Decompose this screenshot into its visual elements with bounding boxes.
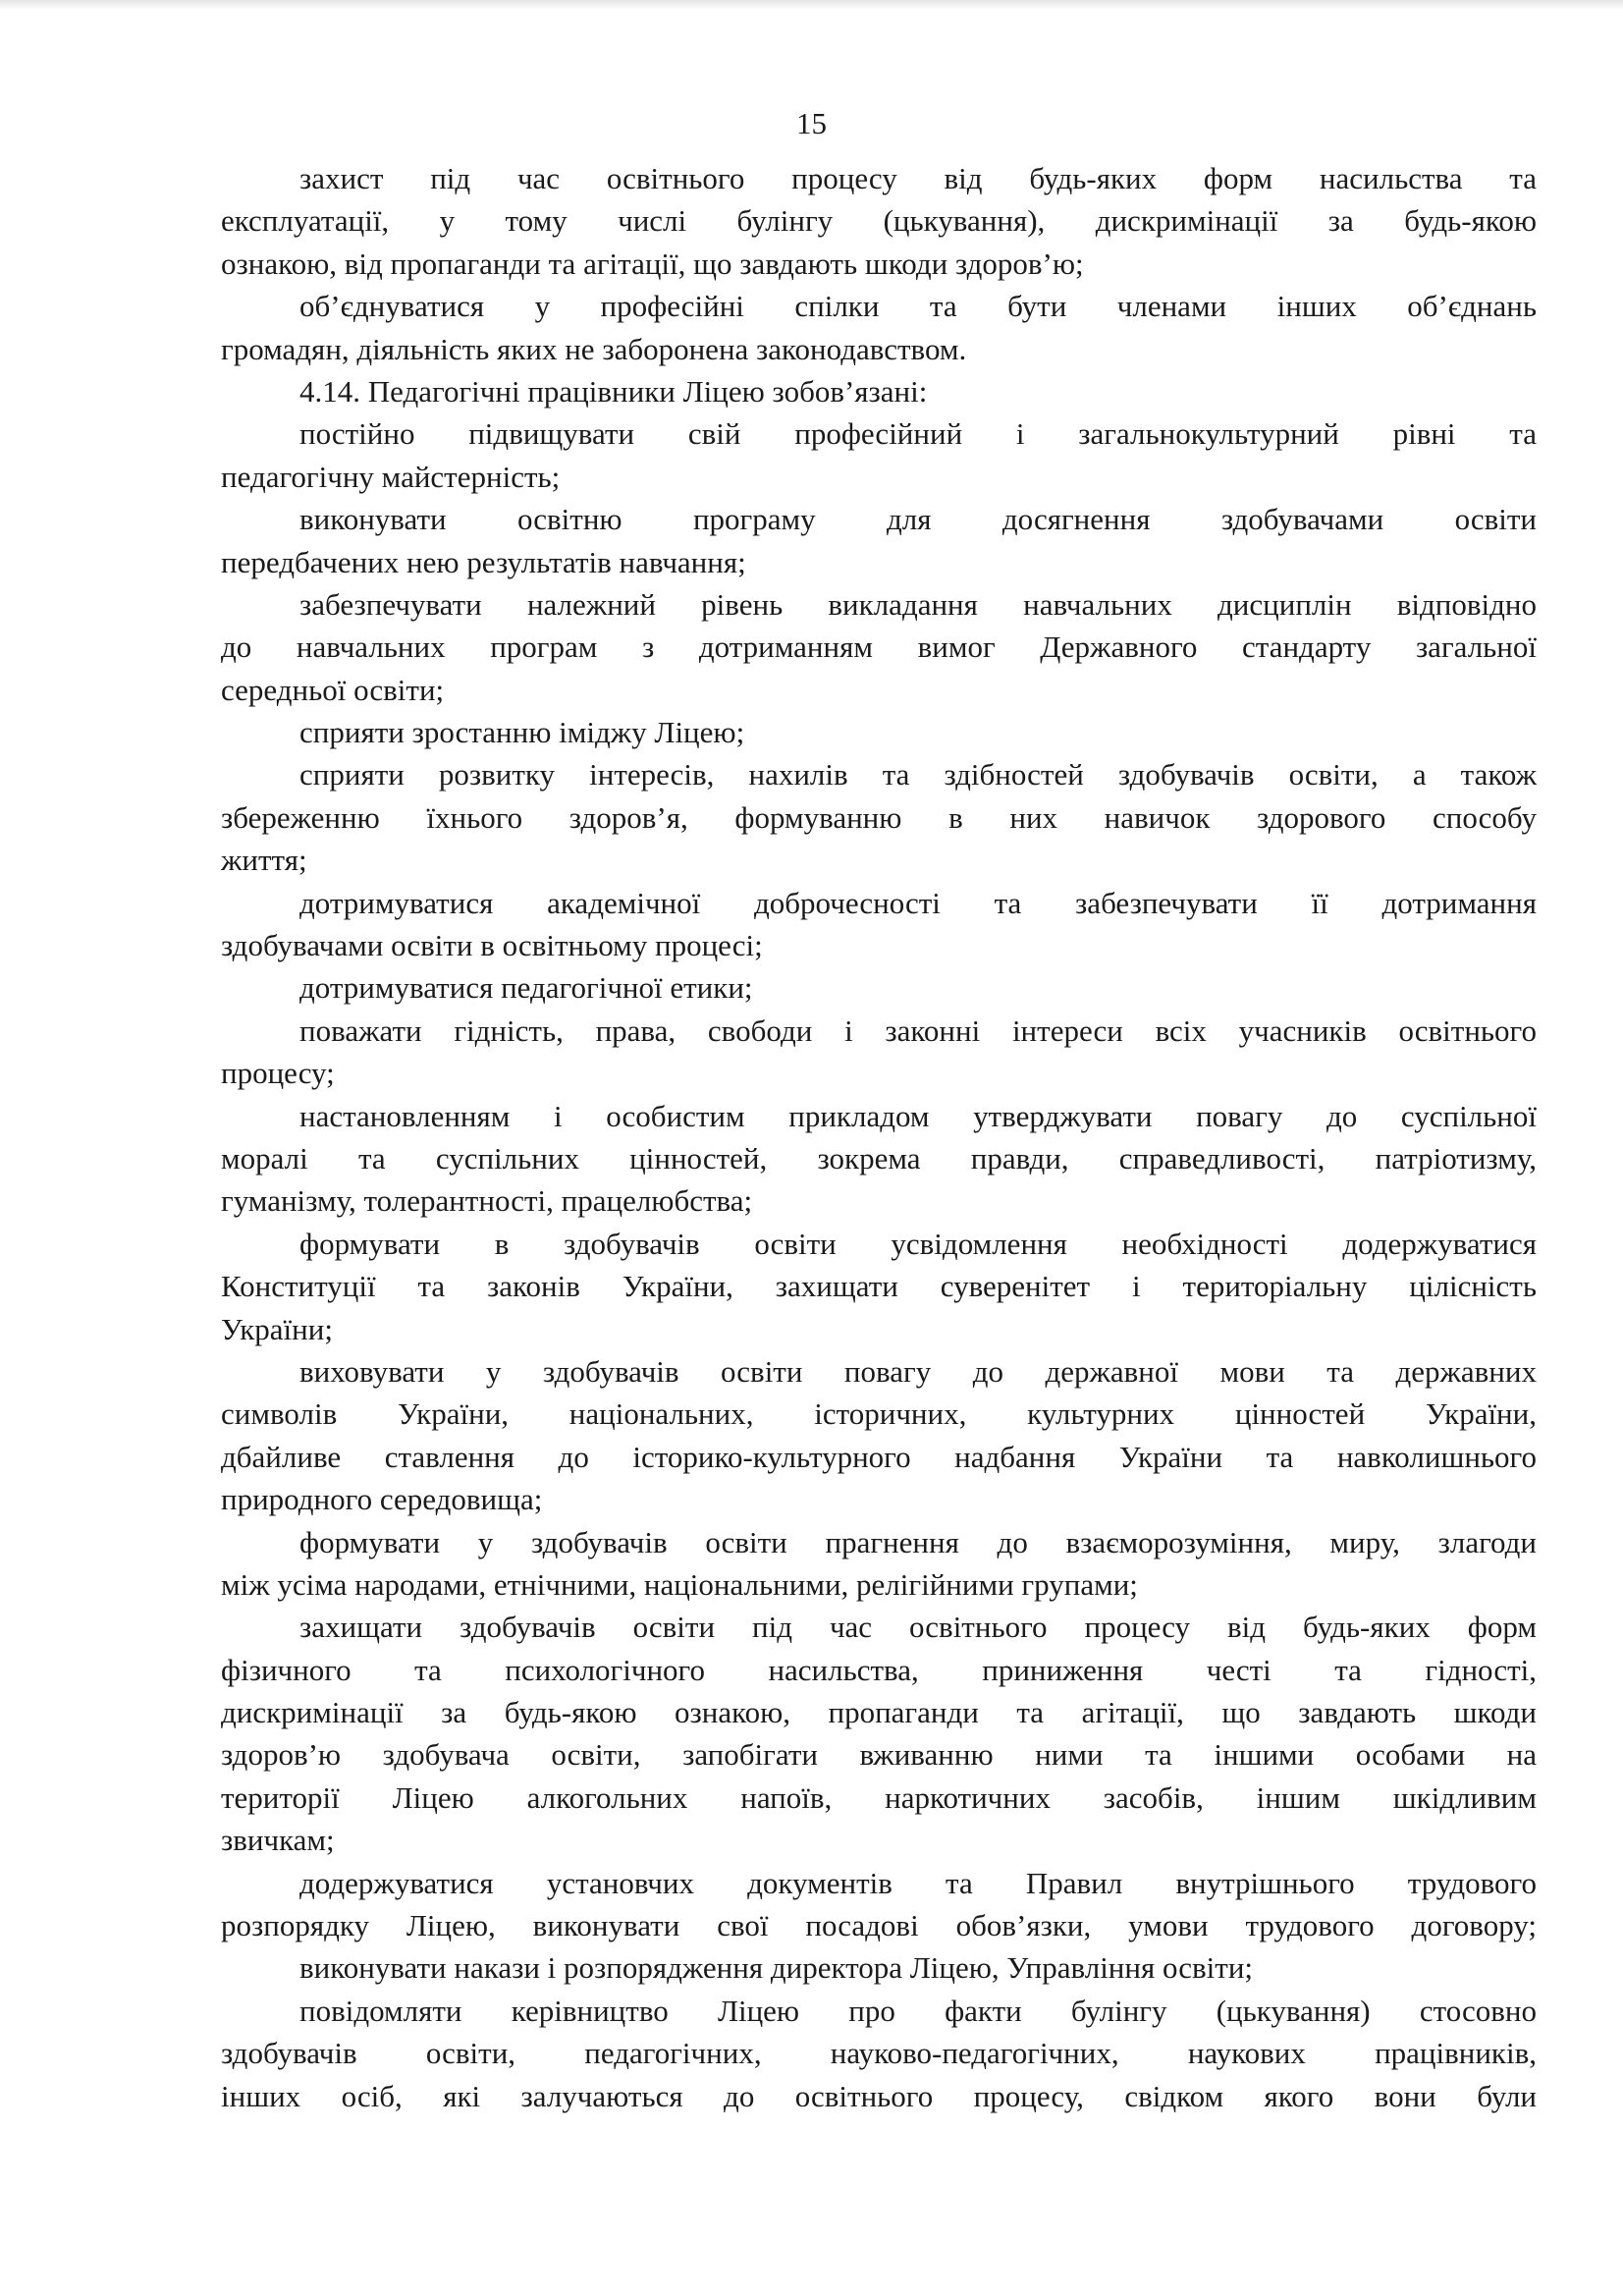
text-line: передбачених нею результатів навчання; bbox=[221, 544, 746, 579]
text-line: розпорядку Ліцею, виконувати свої посадові обов’язки, умови трудового договору; bbox=[221, 1908, 1537, 1943]
text-line: виконувати освітню програму для досягнення здобувачами освіти bbox=[299, 502, 1537, 537]
text-line: сприяти розвитку інтересів, нахилів та здібностей здобувачів освіти, а також bbox=[299, 757, 1537, 793]
text-line: формувати у здобувачів освіти прагнення до взаєморозуміння, миру, злагоди bbox=[299, 1524, 1537, 1559]
text-line: здобувачами освіти в освітньому процесі; bbox=[221, 928, 763, 963]
text-line: моралі та суспільних цінностей, зокрема правди, справедливості, патріотизму, bbox=[221, 1140, 1537, 1175]
text-line: життя; bbox=[221, 843, 307, 878]
text-line: виховувати у здобувачів освіти повагу до державної мови та державних bbox=[299, 1353, 1537, 1389]
text-line: до навчальних програм з дотриманням вимог Державного стандарту загальної bbox=[221, 629, 1537, 665]
text-line: дбайливе ставлення до історико-культурного надбання України та навколишнього bbox=[221, 1439, 1537, 1474]
text-line: педагогічну майстерність; bbox=[221, 459, 561, 494]
text-line: інших осіб, які залучаються до освітнього процесу, свідком якого вони були bbox=[221, 2078, 1537, 2113]
text-line: фізичного та психологічного насильства, приниження честі та гідності, bbox=[221, 1652, 1537, 1687]
text-line: здоров’ю здобувача освіти, запобігати вживанню ними та іншими особами на bbox=[221, 1737, 1537, 1773]
text-line: забезпечувати належний рівень викладання навчальних дисциплін відповідно bbox=[299, 586, 1537, 622]
scan-edge bbox=[0, 0, 1623, 10]
text-line: Конституції та законів України, захищати суверенітет і територіальну цілісність bbox=[221, 1269, 1537, 1304]
text-line: дотримуватися академічної доброчесності та забезпечувати її дотримання bbox=[299, 885, 1537, 920]
text-line: середньої освіти; bbox=[221, 672, 445, 707]
text-line: настановленням і особистим прикладом утверджувати повагу до суспільної bbox=[299, 1098, 1537, 1133]
text-line: додержуватися установчих документів та Правил внутрішнього трудового bbox=[299, 1865, 1537, 1900]
text-line: між усіма народами, етнічними, національними, релігійними групами; bbox=[221, 1566, 1138, 1602]
text-line: експлуатації, у тому числі булінгу (цькування), дискримінації за будь-якою bbox=[221, 203, 1537, 239]
text-line: процесу; bbox=[221, 1056, 335, 1091]
text-line: захищати здобувачів освіти під час освітнього процесу від будь-яких форм bbox=[299, 1610, 1537, 1645]
text-line: природного середовища; bbox=[221, 1482, 543, 1517]
text-line: громадян, діяльність яких не заборонена законодавством. bbox=[221, 331, 967, 366]
text-line: здобувачів освіти, педагогічних, науково-педагогічних, наукових працівників, bbox=[221, 2036, 1537, 2071]
text-line: збереженню їхнього здоров’я, формуванню в них навичок здорового способу bbox=[221, 799, 1537, 835]
text-line: дискримінації за будь-якою ознакою, пропаганди та агітації, що завдають шкоди bbox=[221, 1695, 1537, 1730]
text-line: повідомляти керівництво Ліцею про факти булінгу (цькування) стосовно bbox=[299, 1993, 1537, 2028]
text-line: території Ліцею алкогольних напоїв, наркотичних засобів, іншим шкідливим bbox=[221, 1779, 1537, 1815]
text-line: постійно підвищувати свій професійний і загальнокультурний рівні та bbox=[299, 416, 1537, 452]
text-line: 4.14. Педагогічні працівники Ліцею зобов’язані: bbox=[299, 373, 928, 409]
text-line: формувати в здобувачів освіти усвідомлення необхідності додержуватися bbox=[299, 1226, 1537, 1261]
text-line: символів України, національних, історичних, культурних цінностей України, bbox=[221, 1396, 1537, 1432]
text-line: звичкам; bbox=[221, 1823, 335, 1858]
text-line: захист під час освітнього процесу від будь-яких форм насильства та bbox=[299, 161, 1537, 195]
text-line: дотримуватися педагогічної етики; bbox=[299, 970, 753, 1006]
text-line: ознакою, від пропаганди та агітації, що завдають шкоди здоров’ю; bbox=[221, 246, 1084, 281]
text-line: гуманізму, толерантності, працелюбства; bbox=[221, 1183, 753, 1219]
document-body bbox=[221, 157, 1537, 2117]
text-line: України; bbox=[221, 1311, 333, 1346]
text-line: сприяти зростанню іміджу Ліцею; bbox=[299, 715, 745, 750]
text-line: виконувати накази і розпорядження директора Ліцею, Управління освіти; bbox=[299, 1950, 1254, 1986]
text-line: об’єднуватися у професійні спілки та бути членами інших об’єднань bbox=[299, 289, 1537, 324]
page-number: 15 bbox=[796, 106, 827, 140]
text-line: поважати гідність, права, свободи і законні інтереси всіх учасників освітнього bbox=[299, 1012, 1537, 1048]
